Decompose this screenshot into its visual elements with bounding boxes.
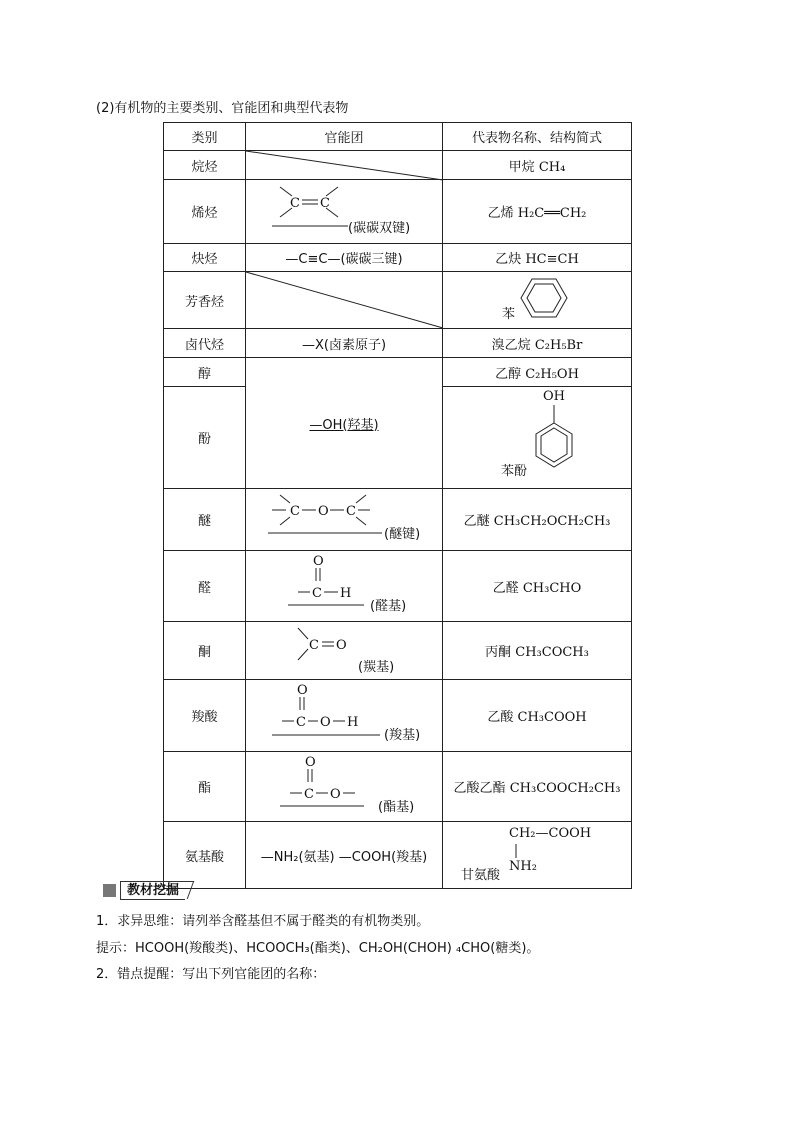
header-category: 类别: [164, 123, 246, 151]
rep-formula-bottom: NH₂: [509, 859, 537, 874]
table-row: [164, 680, 632, 752]
table-row: [164, 551, 632, 622]
double-bond-structure: [246, 180, 443, 243]
fg-cell: [246, 680, 443, 752]
svg-text:H: H: [340, 586, 352, 601]
category-cell: 卤代烃: [164, 329, 246, 358]
svg-text:O: O: [313, 554, 324, 569]
rep-cell: 丙酮 CH₃COCH₃: [443, 622, 632, 680]
rep-cell: 溴乙烷 C₂H₅Br: [443, 329, 632, 358]
rep-name: 苯: [502, 307, 516, 322]
section-square-icon: [103, 884, 116, 897]
svg-text:O: O: [297, 683, 308, 698]
rep-cell: [443, 822, 632, 889]
svg-text:C: C: [304, 787, 314, 802]
fg-cell-empty: [246, 272, 443, 329]
rep-cell: [443, 387, 632, 489]
svg-text:C: C: [346, 504, 356, 519]
fg-cell: [246, 622, 443, 680]
fg-note: (碳碳双键): [348, 221, 411, 236]
category-cell: 醛: [164, 551, 246, 622]
category-cell: 酯: [164, 752, 246, 822]
category-cell: 烯烃: [164, 180, 246, 244]
question-1: 1．求异思维：请列举含醛基但不属于醛类的有机物类别。: [96, 914, 430, 929]
fg-cell: [246, 752, 443, 822]
fg-note: (羧基): [384, 728, 421, 743]
header-functional-group: 官能团: [246, 123, 443, 151]
fg-cell: [246, 551, 443, 622]
table-row: [164, 329, 632, 358]
rep-cell: 乙烯 H₂C══CH₂: [443, 180, 632, 244]
svg-text:H: H: [347, 715, 359, 730]
rep-formula-top: CH₂—COOH: [509, 826, 592, 841]
category-cell: 酮: [164, 622, 246, 680]
atom-c: C: [290, 196, 300, 211]
rep-cell: 乙酸乙酯 CH₃COOCH₂CH₃: [443, 752, 632, 822]
rep-cell: 乙醚 CH₃CH₂OCH₂CH₃: [443, 489, 632, 551]
category-cell: 芳香烃: [164, 272, 246, 329]
rep-cell: 乙酸 CH₃COOH: [443, 680, 632, 752]
category-cell: 羧酸: [164, 680, 246, 752]
fg-note: (酯基): [378, 800, 415, 815]
section-heading: (2)有机物的主要类别、官能团和典型代表物: [96, 101, 349, 116]
svg-text:C: C: [296, 715, 306, 730]
category-cell: 醇: [164, 358, 246, 387]
category-cell: 醚: [164, 489, 246, 551]
table-row: [164, 822, 632, 889]
fg-cell: —NH₂(氨基) —COOH(羧基): [246, 822, 443, 889]
table-row: [164, 752, 632, 822]
phenol-ring-icon: [529, 403, 579, 483]
category-cell: 烷烃: [164, 151, 246, 180]
rep-cell: [443, 272, 632, 329]
fg-cell: [246, 180, 443, 244]
organic-classes-table: [163, 122, 632, 889]
atom-c: C: [320, 196, 330, 211]
table-header-row: [164, 123, 632, 151]
fg-cell: [246, 489, 443, 551]
rep-cell: 乙醇 C₂H₅OH: [443, 358, 632, 387]
question-2: 2．错点提醒：写出下列官能团的名称：: [96, 967, 326, 982]
category-cell: 酚: [164, 387, 246, 489]
table-row: [164, 151, 632, 180]
section-tag: [103, 881, 185, 900]
diagonal-line: [246, 151, 443, 180]
table-row: [164, 489, 632, 551]
svg-text:C: C: [290, 504, 300, 519]
fg-cell-empty: [246, 151, 443, 180]
header-representative: 代表物名称、结构简式: [443, 123, 632, 151]
rep-cell: 乙炔 HC≡CH: [443, 244, 632, 272]
table-row: [164, 358, 632, 387]
fg-note: (羰基): [358, 660, 395, 675]
svg-text:O: O: [330, 787, 341, 802]
category-cell: 氨基酸: [164, 822, 246, 889]
hint-text: 提示：HCOOH(羧酸类)、HCOOCH₃(酯类)、CH₂OH(CHOH) ₄CHO(糖类)。: [96, 941, 540, 956]
section-tag-label: 教材挖掘: [120, 881, 185, 900]
svg-text:O: O: [305, 755, 316, 770]
svg-text:O: O: [336, 638, 347, 653]
category-cell: 炔烃: [164, 244, 246, 272]
fg-note: (醚键): [384, 527, 421, 542]
table-row: [164, 622, 632, 680]
svg-text:C: C: [312, 586, 322, 601]
oh-label: OH: [543, 389, 565, 404]
rep-name: 苯酚: [501, 464, 528, 479]
aldehyde-structure: [246, 551, 443, 621]
svg-text:O: O: [318, 504, 329, 519]
table-row: [164, 180, 632, 244]
table-row: [164, 244, 632, 272]
benzene-ring-icon: [519, 276, 569, 320]
fg-cell: —X(卤素原子): [246, 329, 443, 358]
rep-cell: 乙醛 CH₃CHO: [443, 551, 632, 622]
rep-name: 甘氨酸: [461, 868, 501, 883]
diagonal-line: [246, 272, 443, 328]
table-row: [164, 272, 632, 329]
carbonyl-structure: [246, 622, 443, 679]
fg-cell-hydroxyl: —OH(羟基): [246, 358, 443, 489]
svg-text:O: O: [320, 715, 331, 730]
fg-cell: —C≡C—(碳碳三键): [246, 244, 443, 272]
rep-cell: 甲烷 CH₄: [443, 151, 632, 180]
svg-text:C: C: [309, 638, 319, 653]
fg-note: (醛基): [370, 599, 407, 614]
